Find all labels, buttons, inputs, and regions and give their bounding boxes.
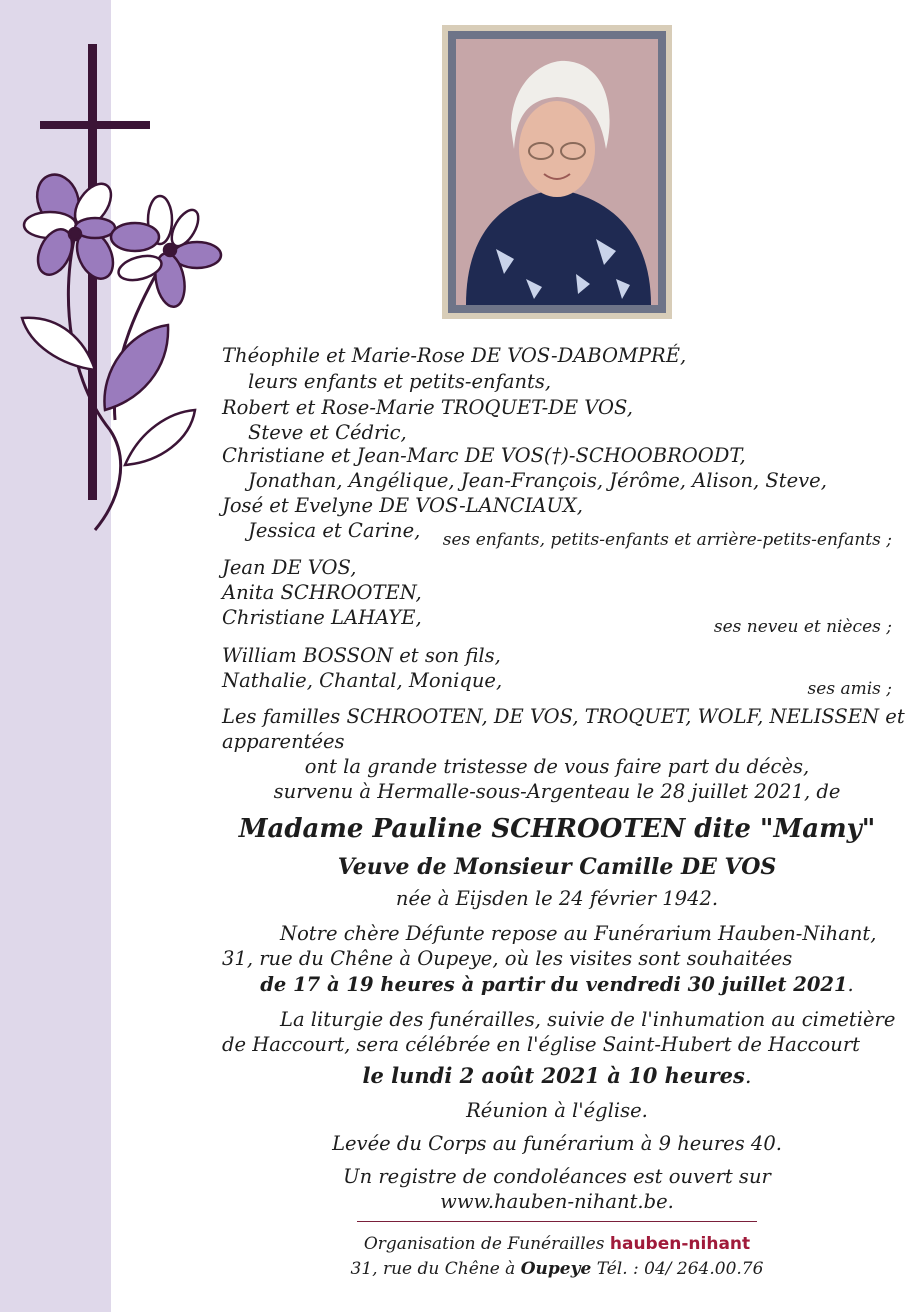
family-line: Steve et Cédric, (248, 421, 407, 444)
lifting-line: Levée du Corps au funérarium à 9 heures 40. (332, 1132, 782, 1155)
family-line: Christiane LAHAYE, (222, 606, 422, 629)
announcement-line: survenu à Hermalle-sous-Argenteau le 28 juillet 2021, de (273, 780, 841, 803)
portrait-photo-frame (442, 25, 672, 319)
family-line: leurs enfants et petits-enfants, (248, 370, 552, 393)
brand-logo: hauben-nihant (609, 1234, 751, 1254)
birth-line: née à Eijsden le 24 février 1942. (395, 887, 719, 910)
funeral-line: de Haccourt, sera célébrée en l'église Saint-Hubert de Haccourt (222, 1033, 860, 1056)
family-line: apparentées (222, 730, 345, 753)
family-line: Anita SCHROOTEN, (222, 581, 422, 604)
family-line: Jonathan, Angélique, Jean-François, Jérôme, Alison, Steve, (248, 469, 827, 492)
flower-icon (24, 169, 120, 285)
widow-line: Veuve de Monsieur Camille DE VOS (337, 854, 777, 880)
family-line: Robert et Rose-Marie TROQUET-DE VOS, (222, 396, 633, 419)
announcement-line: ont la grande tristesse de vous faire part du décès, (304, 755, 810, 778)
visit-line: 31, rue du Chêne à Oupeye, où les visites sont souhaitées (222, 947, 793, 970)
funeral-date: le lundi 2 août 2021 à 10 heures. (362, 1063, 752, 1088)
family-line: Jean DE VOS, (222, 556, 357, 579)
meeting-line: Réunion à l'église. (466, 1099, 648, 1122)
footer-divider (357, 1221, 757, 1222)
visit-hours: de 17 à 19 heures à partir du vendredi 30 juillet 2021. (260, 973, 854, 996)
visit-line: Notre chère Défunte repose au Funérarium Hauben-Nihant, (280, 922, 877, 945)
family-line: Jessica et Carine, (248, 519, 421, 542)
relation-nephews: ses neveu et nièces ; (713, 617, 892, 637)
family-line: Nathalie, Chantal, Monique, (222, 669, 503, 692)
organizer-line: Organisation de Funérailles hauben-nihant (363, 1234, 751, 1254)
family-line: Théophile et Marie-Rose DE VOS-DABOMPRÉ, (222, 344, 687, 367)
family-line: José et Evelyne DE VOS-LANCIAUX, (222, 494, 583, 517)
family-line: William BOSSON et son fils, (222, 644, 501, 667)
address-line: 31, rue du Chêne à Oupeye Tél. : 04/ 264.00.76 (350, 1259, 764, 1279)
relation-children: ses enfants, petits-enfants et arrière-petits-enfants ; (442, 530, 892, 550)
deceased-name: Madame Pauline SCHROOTEN dite "Mamy" (238, 814, 876, 844)
funeral-line: La liturgie des funérailles, suivie de l'inhumation au cimetière (280, 1008, 896, 1031)
relation-friends: ses amis ; (807, 679, 892, 699)
portrait-photo (448, 31, 666, 313)
website-link[interactable]: www.hauben-nihant.be. (440, 1190, 674, 1213)
family-line: Christiane et Jean-Marc DE VOS(†)-SCHOOBROODT, (222, 444, 746, 467)
register-line: Un registre de condoléances est ouvert sur (343, 1165, 771, 1188)
family-line: Les familles SCHROOTEN, DE VOS, TROQUET, WOLF, NELISSEN et (222, 705, 905, 728)
cross-and-flowers-decoration (0, 0, 230, 540)
